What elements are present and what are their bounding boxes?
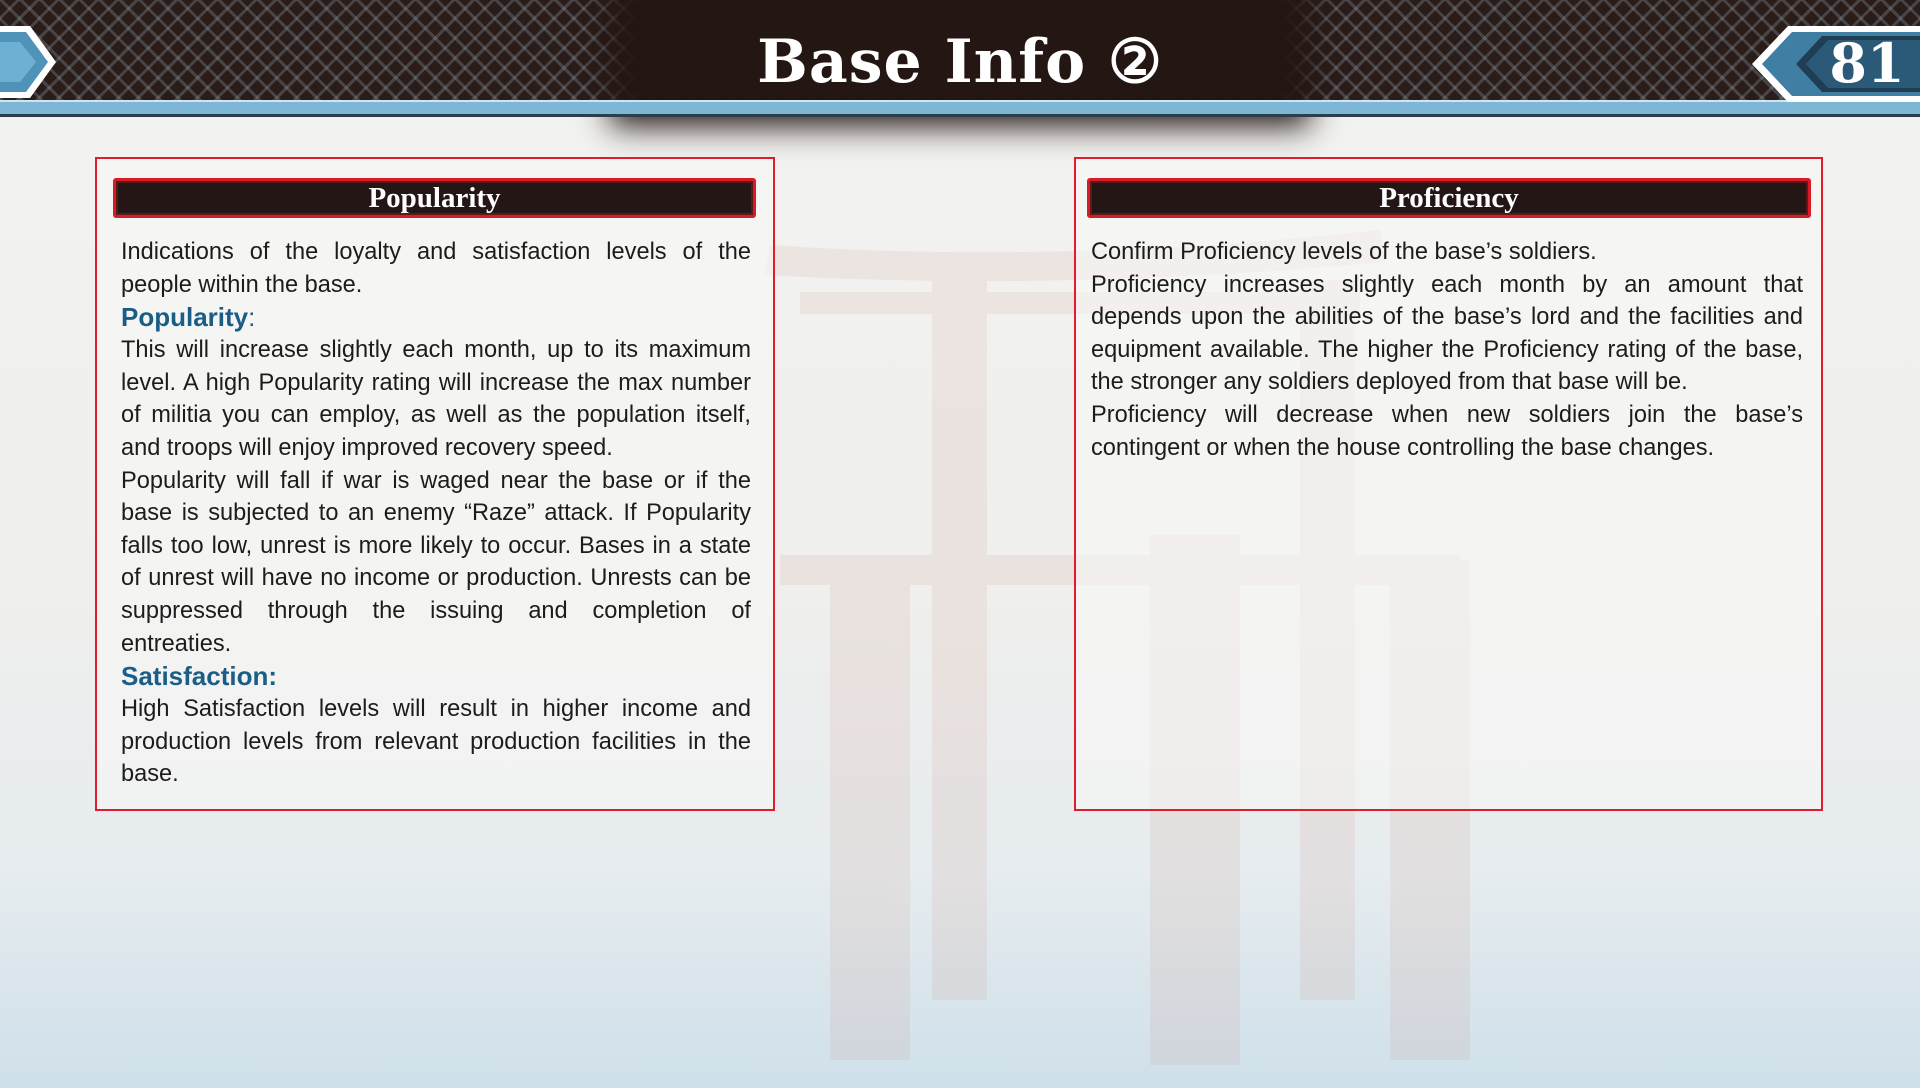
popularity-body xyxy=(121,236,751,791)
chevron-left-arrow-icon[interactable] xyxy=(0,20,60,104)
proficiency-panel xyxy=(1074,157,1823,811)
popularity-panel xyxy=(95,157,775,811)
popularity-intro: Indications of the loyalty and satisfaction levels of the people within the base. xyxy=(121,239,751,298)
proficiency-paragraph-1: Confirm Proficiency levels of the base’s soldiers. xyxy=(1091,239,1597,265)
proficiency-paragraph-2: Proficiency increases slightly each month by an amount that depends upon the abilities of the base’s lord and the facilities and equipment available. The higher the Proficiency rating of the base, the stronger any soldiers deployed from that base will be. xyxy=(1091,271,1803,396)
popularity-subheading-colon: : xyxy=(248,302,256,333)
header-stripe xyxy=(0,100,1920,117)
popularity-heading: Popularity xyxy=(113,178,756,218)
satisfaction-subheading: Satisfaction: xyxy=(121,661,278,692)
popularity-subheading xyxy=(121,301,751,334)
satisfaction-paragraph: High Satisfaction levels will result in higher income and production levels from relevant production facilities in the base. xyxy=(121,696,751,788)
proficiency-heading: Proficiency xyxy=(1087,178,1811,218)
popularity-paragraph-2: Popularity will fall if war is waged near the base or if the base is subjected to an enemy “Raze” attack. If Popularity falls too low, unrest is more likely to occur. Bases in a state of unrest will have no income or production. Unrests can be suppressed through the issuing and completion of entreaties. xyxy=(121,467,751,657)
popularity-paragraph-1: This will increase slightly each month, up to its maximum level. A high Popularity rating will increase the max number of militia you can employ, as well as the population itself, and troops will enjoy improved recovery speed. xyxy=(121,337,751,461)
page-title: Base Info ② xyxy=(757,27,1163,97)
proficiency-body xyxy=(1091,236,1803,464)
popularity-subheading-label: Popularity xyxy=(121,302,249,333)
page-number: 81 xyxy=(1829,31,1905,95)
proficiency-paragraph-3: Proficiency will decrease when new soldiers join the base’s contingent or when the house controlling the base changes. xyxy=(1091,401,1803,461)
